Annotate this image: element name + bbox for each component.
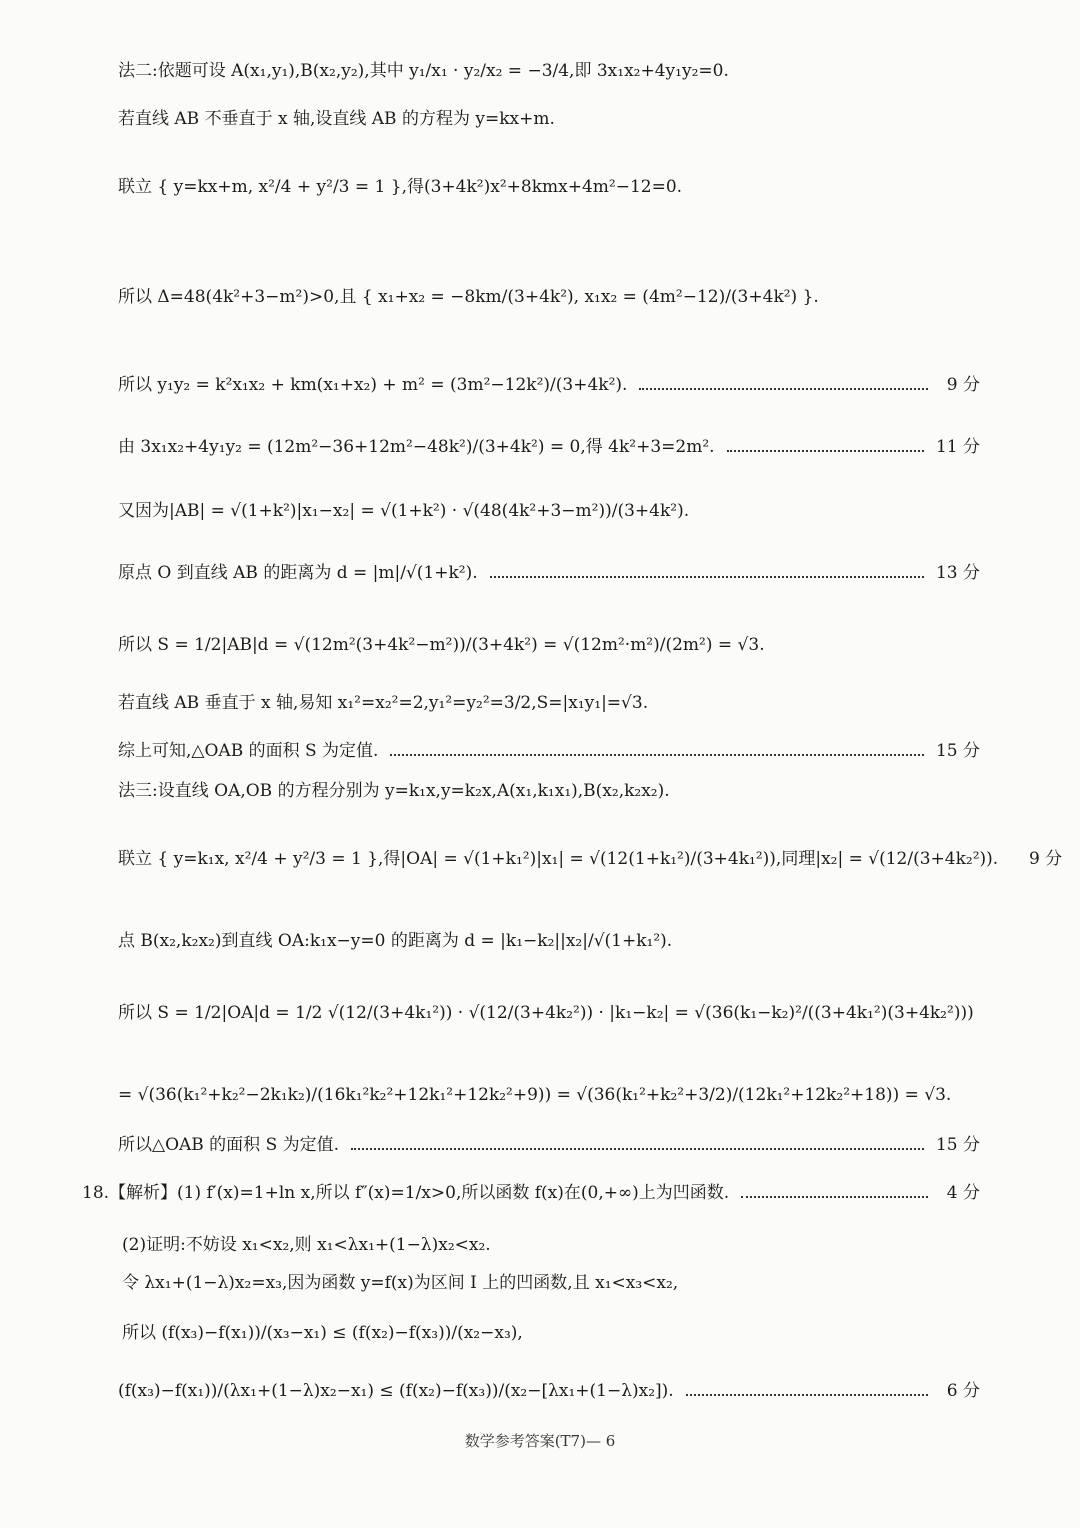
score-mark: 6 分 <box>946 1381 980 1401</box>
area-simplification: = √(36(k₁²+k₂²−2k₁k₂)/(16k₁²k₂²+12k₁²+12k₂²+9)) = √(36(k₁²+k₂²+3/2)/(12k₁²+12k₂²+18)) = √3. <box>118 1085 952 1105</box>
condition-relation: 由 3x₁x₂+4y₁y₂ = (12m²−36+12m²−48k²)/(3+4k²) = 0,得 4k²+3=2m². 11 分 <box>118 437 980 457</box>
discriminant-vieta: 所以 Δ=48(4k²+3−m²)>0,且 { x₁+x₂ = −8km/(3+4k²), x₁x₂ = (4m²−12)/(3+4k²) }. <box>118 287 819 307</box>
conclusion-method-two: 综上可知,△OAB 的面积 S 为定值. 15 分 <box>118 741 980 761</box>
leader-dots <box>686 1394 928 1396</box>
line-ab-not-vertical: 若直线 AB 不垂直于 x 轴,设直线 AB 的方程为 y=kx+m. <box>118 109 555 129</box>
vertical-case: 若直线 AB 垂直于 x 轴,易知 x₁²=x₂²=2,y₁²=y₂²=3/2,S=|x₁y₁|=√3. <box>118 693 649 713</box>
leader-dots <box>351 1148 924 1150</box>
score-mark: 15 分 <box>935 741 980 761</box>
leader-dots <box>727 450 924 452</box>
origin-distance: 原点 O 到直线 AB 的距离为 d = |m|/√(1+k²). 13 分 <box>118 563 980 583</box>
slope-inequality: 所以 (f(x₃)−f(x₁))/(x₃−x₁) ≤ (f(x₂)−f(x₃))/(x₂−x₃), <box>122 1323 523 1343</box>
question-18-part-2-start: (2)证明:不妨设 x₁<x₂,则 x₁<λx₁+(1−λ)x₂<x₂. <box>122 1235 491 1255</box>
score-mark: 11 分 <box>935 437 980 457</box>
system-line-ellipse: 联立 { y=kx+m, x²/4 + y²/3 = 1 },得(3+4k²)x²+8kmx+4m²−12=0. <box>118 177 683 197</box>
question-18-part-1: 18.【解析】(1) f′(x)=1+ln x,所以 f″(x)=1/x>0,所以函数 f(x)在(0,+∞)上为凹函数. 4 分 <box>82 1183 980 1203</box>
conclusion-method-three: 所以△OAB 的面积 S 为定值. 15 分 <box>118 1135 980 1155</box>
score-mark: 13 分 <box>935 563 980 583</box>
slope-inequality-expanded: (f(x₃)−f(x₁))/(λx₁+(1−λ)x₂−x₁) ≤ (f(x₂)−f(x₃))/(x₂−[λx₁+(1−λ)x₂]). 6 分 <box>118 1381 980 1401</box>
leader-dots <box>741 1196 928 1198</box>
distance-b-to-oa: 点 B(x₂,k₂x₂)到直线 OA:k₁x−y=0 的距离为 d = |k₁−k₂||x₂|/√(1+k₁²). <box>118 931 673 951</box>
method-two-setup: 法二:依题可设 A(x₁,y₁),B(x₂,y₂),其中 y₁/x₁ · y₂/x₂ = −3/4,即 3x₁x₂+4y₁y₂=0. <box>118 61 729 81</box>
define-x3: 令 λx₁+(1−λ)x₂=x₃,因为函数 y=f(x)为区间 I 上的凹函数,且 x₁<x₃<x₂, <box>122 1273 679 1293</box>
chord-length: 又因为|AB| = √(1+k²)|x₁−x₂| = √(1+k²) · √(48(4k²+3−m²))/(3+4k²). <box>118 501 690 521</box>
area-method-three: 所以 S = 1/2|OA|d = 1/2 √(12/(3+4k₁²)) · √(12/(3+4k₂²)) · |k₁−k₂| = √(36(k₁−k₂)²/((3+4k₁²)(3+4k₂²))) <box>118 1003 974 1023</box>
page-footer: 数学参考答案(T7)— 6 <box>464 1432 616 1450</box>
leader-dots <box>639 388 928 390</box>
product-y1y2: 所以 y₁y₂ = k²x₁x₂ + km(x₁+x₂) + m² = (3m²−12k²)/(3+4k²). 9 分 <box>118 375 980 395</box>
length-oa: 联立 { y=k₁x, x²/4 + y²/3 = 1 },得|OA| = √(1+k₁²)|x₁| = √(12(1+k₁²)/(3+4k₁²)),同理|x₂| = √(12/(3+4k₂²)). 9 分 <box>118 849 1063 869</box>
score-mark: 15 分 <box>935 1135 980 1155</box>
leader-dots <box>390 754 924 756</box>
area-computation: 所以 S = 1/2|AB|d = √(12m²(3+4k²−m²))/(3+4k²) = √(12m²·m²)/(2m²) = √3. <box>118 635 765 655</box>
leader-dots <box>490 576 924 578</box>
score-mark: 9 分 <box>946 375 980 395</box>
score-mark: 9 分 <box>1028 849 1063 869</box>
method-three-setup: 法三:设直线 OA,OB 的方程分别为 y=k₁x,y=k₂x,A(x₁,k₁x₁),B(x₂,k₂x₂). <box>118 781 670 801</box>
score-mark: 4 分 <box>946 1183 980 1203</box>
